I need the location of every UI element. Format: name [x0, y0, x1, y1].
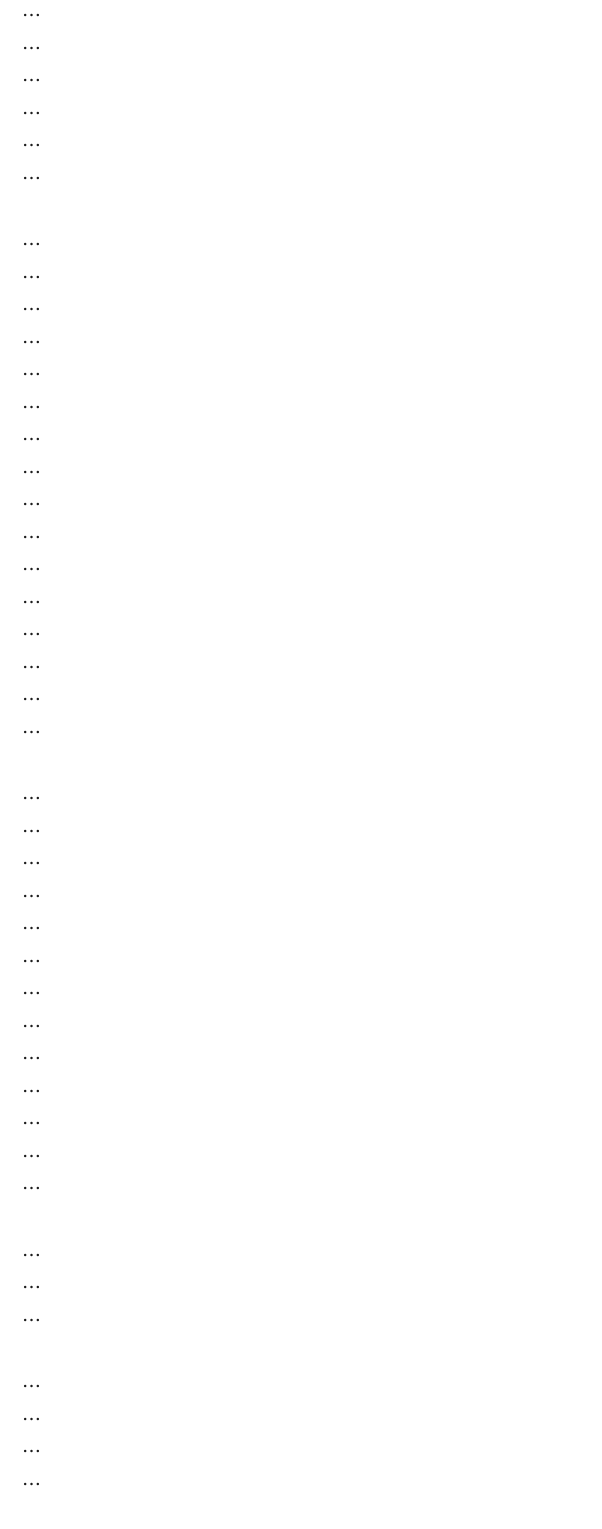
text-line: …	[22, 1042, 42, 1064]
text-line: …	[22, 325, 42, 348]
text-line: …	[22, 96, 42, 119]
text-line: …	[22, 488, 42, 510]
text-line: …	[22, 585, 42, 608]
text-line: …	[22, 260, 42, 283]
text-line: …	[22, 1172, 42, 1194]
text-line: …	[22, 977, 42, 999]
text-line: …	[22, 129, 42, 151]
text-line: …	[22, 912, 42, 934]
text-line: …	[22, 1467, 42, 1490]
text-line: …	[22, 553, 42, 575]
text-line: …	[22, 683, 42, 705]
article-body	[22, 0, 588, 1529]
paragraph-1	[22, 0, 588, 189]
text-line: …	[22, 1435, 42, 1457]
text-line: …	[22, 1139, 42, 1162]
text-line: …	[22, 161, 42, 184]
text-line: …	[22, 0, 42, 21]
text-line: …	[22, 1271, 42, 1293]
paragraph-5	[22, 1365, 588, 1495]
paragraph-3	[22, 777, 588, 1200]
text-line: …	[22, 618, 42, 640]
text-line: …	[22, 715, 42, 738]
text-line: …	[22, 1238, 42, 1261]
text-line: …	[22, 520, 42, 543]
text-line: …	[22, 455, 42, 478]
text-line: …	[22, 1074, 42, 1097]
text-line: …	[22, 390, 42, 413]
text-line: …	[22, 1402, 42, 1425]
text-line: …	[22, 650, 42, 673]
text-line: …	[22, 423, 42, 445]
text-line: …	[22, 293, 42, 315]
text-line: …	[22, 782, 42, 804]
text-line: …	[22, 1303, 42, 1326]
text-line: …	[22, 31, 42, 54]
text-line: …	[22, 358, 42, 380]
text-line: …	[22, 847, 42, 869]
text-line: …	[22, 879, 42, 902]
paragraph-4	[22, 1234, 588, 1332]
text-line: …	[22, 1370, 42, 1392]
text-line: …	[22, 814, 42, 837]
text-line: …	[22, 944, 42, 967]
text-line: …	[22, 228, 42, 250]
paragraph-2	[22, 223, 588, 743]
text-line: …	[22, 1107, 42, 1129]
text-line: …	[22, 64, 42, 86]
text-line: …	[22, 1009, 42, 1032]
